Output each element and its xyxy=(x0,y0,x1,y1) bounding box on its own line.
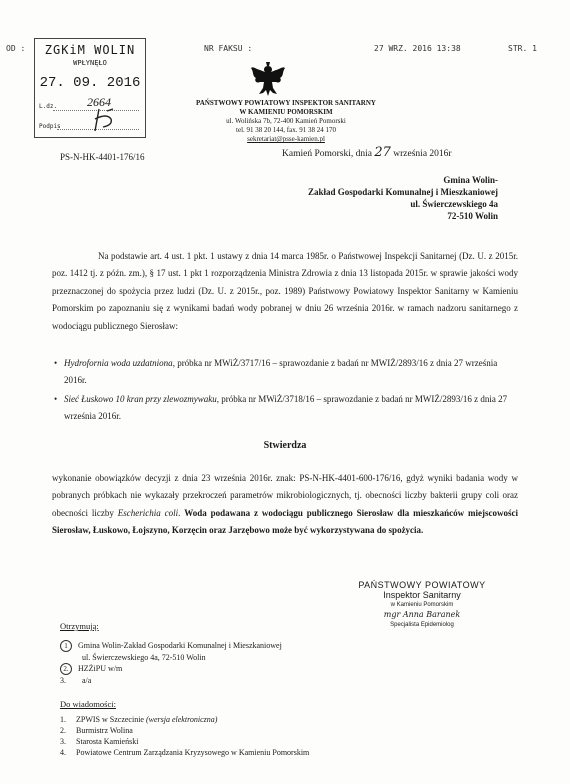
place-date xyxy=(282,145,452,160)
stamp-podpis-label: Podpis xyxy=(39,123,61,130)
inspectorate-email[interactable]: sekretariat@psse-kamien.pl xyxy=(247,135,325,143)
findings-text-1: wykonanie obowiązków decyzji z dnia 23 września 2016r. znak: PS-N-HK-4401-600-176/16, gdyż wyniki badania wody w pobranych próbkach nie wykazały przekroczeń parametrów mikrobiologicznych, tj. obecności liczby bakterii grupy coli oraz obecności liczby xyxy=(52,473,518,518)
addressee-line1: Gmina Wolin- xyxy=(443,175,498,185)
cc-title: Do wiadomości: xyxy=(60,699,116,709)
addressee-block xyxy=(308,174,498,222)
paragraph-findings xyxy=(52,470,518,540)
findings-conclusion: Woda podawana z wodociągu publicznego Sierosław dla mieszkańców miejscowości Sierosław, Łuskowo, Łojszyno, Korzęcin oraz Jarzębowo może być wykorzystywana do spożycia. xyxy=(52,507,519,536)
heading-stwierdza: Stwierdza xyxy=(263,440,307,451)
received-stamp xyxy=(34,38,146,138)
addressee-line2: Zakład Gospodarki Komunalnej i Mieszkaniowej xyxy=(307,187,498,197)
list-item: 3. Starosta Kamieński xyxy=(60,737,139,746)
seal-line1: PAŃSTWOWY POWIATOWY xyxy=(358,580,486,590)
place-date-suffix: września 2016r xyxy=(393,149,452,159)
fax-datetime: 27 WRZ. 2016 13:38 xyxy=(374,44,461,53)
seal-line3: w Kamieniu Pomorskim xyxy=(390,602,454,608)
seal-line5: Specjalista Epidemiolog xyxy=(390,622,454,628)
findings-text-2: . xyxy=(178,507,185,518)
inspectorate-address: ul. Wolińska 7b, 72-400 Kamień Pomorski xyxy=(226,117,346,125)
inspectorate-name: PAŃSTWOWY POWIATOWY INSPEKTOR SANITARNY xyxy=(196,99,376,107)
eagle-emblem-icon xyxy=(250,60,286,98)
sample-1-details: , próbka nr MWiŻ/3717/16 – sprawozdanie z badań nr MWIŻ/2893/16 z dnia 27 września 2016r. xyxy=(64,358,498,386)
stamp-date: 27. 09. 2016 xyxy=(39,75,141,91)
paragraph-legal-basis: Na podstawie art. 4 ust. 1 pkt. 1 ustawy z dnia 14 marca 1985r. o Państwowej Inspekcji Sanitarnej (Dz. U. z 2015r. poz. 1412 tj. z późn. zm.), § 17 ust. 1 pkt 1 rozporządzenia Ministra Zdrowia z dnia 13 listopada 2015r. w sprawie jakości wody przeznaczonej do spożycia przez ludzi (Dz. U. z 2015r., poz. 1989) Państwowy Powiatowy Inspektor Sanitarny w Kamieniu Pomorskim po zapoznaniu się z wynikami badań wody pobranej w dniu 26 września 2016r. w ramach nadzoru sanitarnego z wodociągu publicznego Sierosław: xyxy=(52,251,518,331)
stamp-received: WPŁYNĘŁO xyxy=(73,59,107,67)
stamp-org: ZGKiM WOLIN xyxy=(44,43,136,57)
sample-2-location: Sieć Łuskowo 10 kran przy zlewozmywaku xyxy=(64,394,217,404)
list-item: 2. Burmistrz Wolina xyxy=(60,726,133,735)
cc-list xyxy=(60,714,309,758)
fax-page-number: STR. 1 xyxy=(508,44,537,53)
inspectorate-city: W KAMIENIU POMORSKIM xyxy=(239,108,333,116)
list-item: 1 Gmina Wolin-Zakład Gospodarki Komunalnej i Mieszkaniowej xyxy=(60,640,282,652)
seal-line2: Inspektor Sanitarny xyxy=(383,590,461,600)
inspectorate-phone: tel. 91 38 20 144, fax. 91 38 24 170 xyxy=(236,126,336,134)
stamp-signature xyxy=(89,105,119,133)
addressee-line4: 72-510 Wolin xyxy=(447,211,498,221)
reference-number: PS-N-HK-4401-176/16 xyxy=(60,152,145,162)
seal-line4: mgr Anna Baranek xyxy=(383,610,461,619)
fax-from-label: OD : xyxy=(6,44,26,53)
addressee-line3: ul. Świerczewskiego 4a xyxy=(410,199,498,209)
inspectorate-header xyxy=(186,99,386,144)
recipients-title: Otrzymują: xyxy=(60,621,99,631)
list-item: 3. a/a xyxy=(60,676,92,685)
fax-number-label: NR FAKSU : xyxy=(204,44,253,53)
inspector-seal xyxy=(352,580,492,630)
list-item-continuation: ul. Świerczewskiego 4a, 72-510 Wolin xyxy=(82,653,206,662)
place-date-prefix: Kamień Pomorski, dnia xyxy=(282,149,372,159)
place-date-day: 27 xyxy=(374,145,391,160)
list-item: 2. HZŻiPU w/m xyxy=(60,663,282,675)
sample-bullet-2: • Sieć Łuskowo 10 kran przy zlewozmywaku, próbka nr MWiŻ/3718/16 – sprawozdanie z badań nr MWIŻ/2893/16 z dnia 27 września 2016r. xyxy=(54,394,508,422)
stamp-ldz-label: L.dz. xyxy=(39,103,58,110)
sample-2-details: , próbka nr MWiŻ/3718/16 – sprawozdanie z badań nr MWIŻ/2893/16 z dnia 27 września 2016r. xyxy=(64,394,508,422)
list-item: 1. ZPWIS w Szczecinie (wersja elektroniczna) xyxy=(60,715,218,724)
sample-bullet-1: • Hydrofornia woda uzdatniona, próbka nr MWiŻ/3717/16 – sprawozdanie z badań nr MWIŻ/2893/16 z dnia 27 września 2016r. xyxy=(54,358,498,386)
stamp-ldz-value: 2664 xyxy=(87,95,111,109)
recipients-list xyxy=(60,640,282,686)
findings-bacteria: Escherichia coli xyxy=(117,507,179,518)
list-item: 4. Powiatowe Centrum Zarządzania Kryzysowego w Kamieniu Pomorskim xyxy=(60,748,310,757)
sample-1-location: Hydrofornia woda uzdatniona xyxy=(64,358,173,368)
